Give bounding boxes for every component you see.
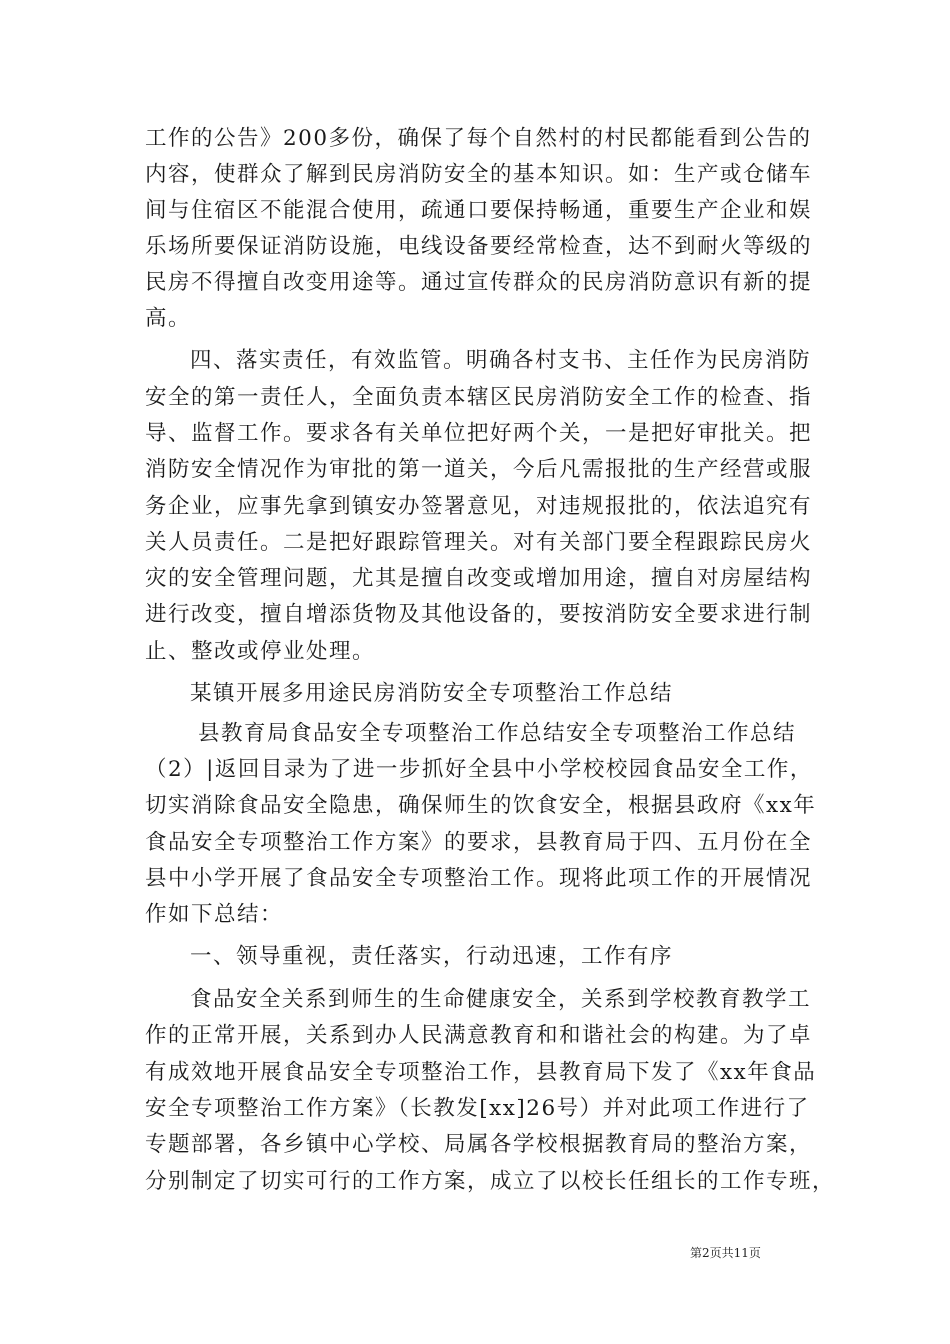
- text-line: 消防安全情况作为审批的第一道关，今后凡需报批的生产经营或服: [145, 457, 813, 482]
- text-line: 切实消除食品安全隐患，确保师生的饮食安全，根据县政府《xx年: [145, 793, 817, 818]
- text-line: 间与住宿区不能混合使用，疏通口要保持畅通，重要生产企业和娱: [145, 198, 813, 223]
- text-line: 民房不得擅自改变用途等。通过宣传群众的民房消防意识有新的提: [145, 270, 813, 295]
- text-line: 作的正常开展，关系到办人民满意教育和和谐社会的构建。为了卓: [145, 1023, 813, 1048]
- subheading: 一、领导重视，责任落实，行动迅速，工作有序: [190, 944, 674, 969]
- text-line: 高。: [145, 306, 192, 331]
- text-line: 关人员责任。二是把好跟踪管理关。对有关部门要全程跟踪民房火: [145, 530, 813, 555]
- text-line: 作如下总结：: [145, 902, 284, 927]
- text-line: 灾的安全管理问题，尤其是擅自改变或增加用途，擅自对房屋结构: [145, 566, 813, 591]
- text-line: （2）|返回目录为了进一步抓好全县中小学校校园食品安全工作，: [145, 757, 813, 782]
- text-line: 进行改变，擅自增添货物及其他设备的，要按消防安全要求进行制: [145, 602, 813, 627]
- text-line: 食品安全专项整治工作方案》的要求，县教育局于四、五月份在全: [145, 830, 813, 855]
- text-line: 安全的第一责任人，全面负责本辖区民房消防安全工作的检查、指: [145, 385, 813, 410]
- section-title: 某镇开展多用途民房消防安全专项整治工作总结: [190, 681, 674, 706]
- text-line: 专题部署，各乡镇中心学校、局属各学校根据教育局的整治方案，: [145, 1132, 813, 1157]
- text-line: 有成效地开展食品安全专项整治工作，县教育局下发了《xx年食品: [145, 1060, 817, 1085]
- paragraph-start: 食品安全关系到师生的生命健康安全，关系到学校教育教学工: [190, 987, 812, 1012]
- text-line: 止、整改或停业处理。: [145, 639, 376, 664]
- page-number: 第2页共11页: [690, 1246, 761, 1260]
- text-line: 务企业，应事先拿到镇安办签署意见，对违规报批的，依法追究有: [145, 494, 813, 519]
- text-line: 内容，使群众了解到民房消防安全的基本知识。如：生产或仓储车: [145, 162, 813, 187]
- text-line: 导、监督工作。要求各有关单位把好两个关，一是把好审批关。把: [145, 421, 813, 446]
- section-heading: 县教育局食品安全专项整治工作总结安全专项整治工作总结: [198, 721, 797, 746]
- text-line: 分别制定了切实可行的工作方案，成立了以校长任组长的工作专班，: [145, 1169, 836, 1194]
- text-line: 安全专项整治工作方案》（长教发[xx]26号）并对此项工作进行了: [145, 1096, 810, 1121]
- text-line: 乐场所要保证消防设施，电线设备要经常检查，达不到耐火等级的: [145, 234, 813, 259]
- text-line: 工作的公告》200多份，确保了每个自然村的村民都能看到公告的: [145, 126, 812, 151]
- paragraph-start: 四、落实责任，有效监管。明确各村支书、主任作为民房消防: [190, 348, 812, 373]
- text-line: 县中小学开展了食品安全专项整治工作。现将此项工作的开展情况: [145, 866, 813, 891]
